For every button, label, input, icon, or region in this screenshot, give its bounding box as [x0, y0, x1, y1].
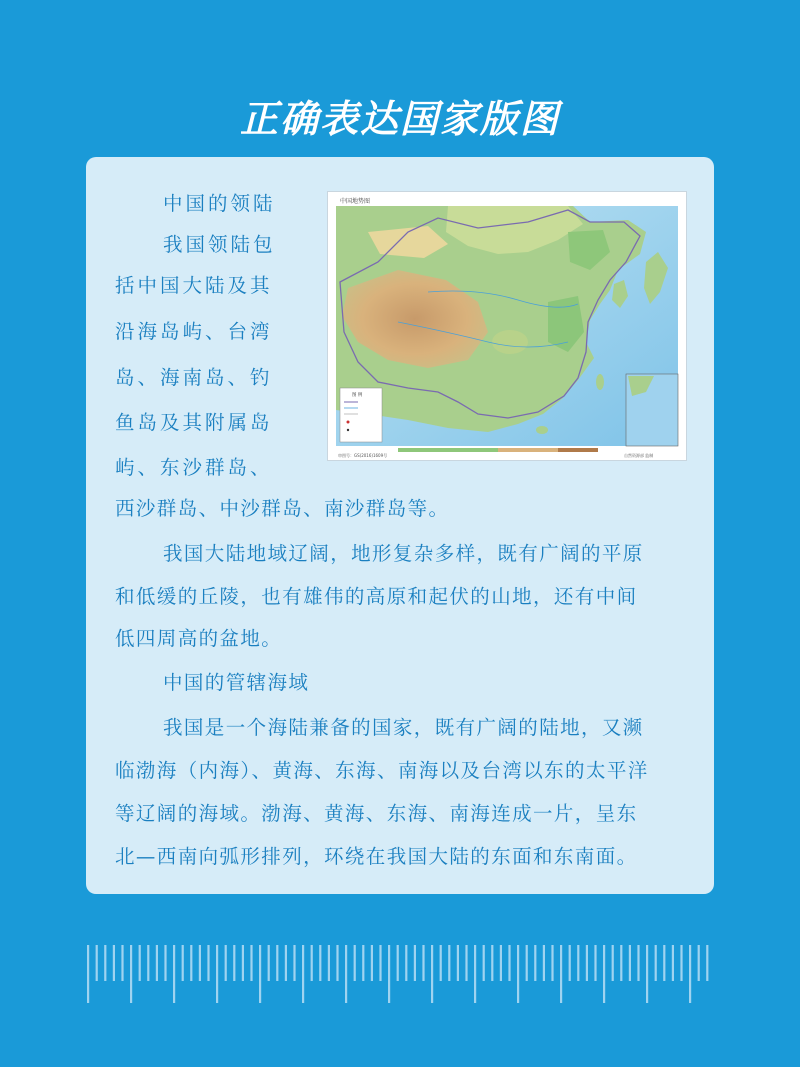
ruler-tick [207, 945, 209, 981]
ruler-tick [465, 945, 467, 981]
ruler-tick [242, 945, 244, 981]
ruler-tick [603, 945, 605, 1003]
ruler-tick [121, 945, 123, 981]
paragraph-line: 我国大陆地域辽阔，地形复杂多样，既有广阔的平原 [163, 542, 644, 565]
map-title: 中国地势图 [340, 198, 371, 205]
paragraph-line: 和低缓的丘陵，也有雄伟的高原和起伏的山地，还有中间 [115, 585, 638, 608]
ruler-tick [431, 945, 433, 1003]
paragraph-line: 括中国大陆及其 [115, 274, 273, 297]
ruler-tick [448, 945, 450, 981]
ruler-tick [612, 945, 614, 981]
ruler-tick [156, 945, 158, 981]
ruler-tick [311, 945, 313, 981]
ruler-tick [96, 945, 98, 981]
china-topographic-map [327, 191, 687, 461]
ruler-tick [259, 945, 261, 1003]
ruler-decoration [87, 945, 715, 1003]
ruler-tick [328, 945, 330, 981]
ruler-tick [87, 945, 89, 1003]
ruler-tick [689, 945, 691, 1003]
paragraph-line: 等辽阔的海域。渤海、黄海、东海、南海连成一片，呈东 [115, 802, 638, 825]
ruler-tick [672, 945, 674, 981]
ruler-tick [569, 945, 571, 981]
ruler-tick [706, 945, 708, 981]
ruler-tick [164, 945, 166, 981]
ruler-tick [319, 945, 321, 981]
ruler-tick [182, 945, 184, 981]
ruler-tick [345, 945, 347, 1003]
ruler-tick [680, 945, 682, 981]
paragraph-line: 临渤海（内海）、黄海、东海、南海以及台湾以东的太平洋 [115, 759, 649, 782]
ruler-tick [388, 945, 390, 1003]
ruler-tick [663, 945, 665, 981]
ruler-tick [139, 945, 141, 981]
ruler-tick [397, 945, 399, 981]
ruler-tick [113, 945, 115, 981]
paragraph-line: 低四周高的盆地。 [115, 627, 283, 650]
ruler-tick [543, 945, 545, 981]
ruler-tick [655, 945, 657, 981]
ruler-tick [302, 945, 304, 1003]
paragraph-line: 北—西南向弧形排列，环绕在我国大陆的东面和东南面。 [115, 845, 638, 868]
ruler-tick [199, 945, 201, 981]
ruler-tick [483, 945, 485, 981]
ruler-tick [268, 945, 270, 981]
map-approval-number: 审图号：GS(2016)1609号 [338, 453, 388, 458]
ruler-tick [474, 945, 476, 1003]
ruler-tick [637, 945, 639, 981]
ruler-tick [285, 945, 287, 981]
ruler-tick [698, 945, 700, 981]
ruler-tick [440, 945, 442, 981]
ruler-tick [216, 945, 218, 1003]
page-title: 正确表达国家版图 [239, 97, 560, 141]
ruler-tick [190, 945, 192, 981]
ruler-tick [130, 945, 132, 1003]
ruler-tick [147, 945, 149, 981]
ruler-tick [620, 945, 622, 981]
map-publisher: 自然资源部 监制 [624, 453, 654, 458]
ruler-tick [379, 945, 381, 981]
map-legend-title: 图 例 [352, 393, 363, 398]
ruler-tick [293, 945, 295, 981]
ruler-tick [457, 945, 459, 981]
ruler-tick [104, 945, 106, 981]
paragraph-line: 屿、东沙群岛、 [115, 456, 273, 479]
ruler-tick [371, 945, 373, 981]
ruler-tick [534, 945, 536, 981]
paragraph-line: 我国领陆包 [163, 233, 276, 256]
ruler-tick [508, 945, 510, 981]
ruler-tick [405, 945, 407, 981]
section-heading-land: 中国的领陆 [163, 192, 276, 215]
paragraph-line: 西沙群岛、中沙群岛、南沙群岛等。 [115, 497, 450, 520]
ruler-tick [551, 945, 553, 981]
paragraph-line: 岛、海南岛、钓 [115, 366, 273, 389]
paragraph-line: 沿海岛屿、台湾 [115, 320, 273, 343]
ruler-tick [233, 945, 235, 981]
ruler-tick [560, 945, 562, 1003]
ruler-tick [594, 945, 596, 981]
ruler-tick [517, 945, 519, 1003]
ruler-tick [422, 945, 424, 981]
paragraph-line: 鱼岛及其附属岛 [115, 411, 273, 434]
ruler-tick [586, 945, 588, 981]
ruler-tick [500, 945, 502, 981]
paragraph-line: 我国是一个海陆兼备的国家，既有广阔的陆地，又濒 [163, 716, 644, 739]
ruler-tick [354, 945, 356, 981]
ruler-tick [526, 945, 528, 981]
ruler-tick [629, 945, 631, 981]
ruler-tick [646, 945, 648, 1003]
ruler-tick [336, 945, 338, 981]
ruler-tick [173, 945, 175, 1003]
ruler-tick [225, 945, 227, 981]
ruler-tick [250, 945, 252, 981]
ruler-tick [276, 945, 278, 981]
ruler-tick [577, 945, 579, 981]
ruler-tick [414, 945, 416, 981]
ruler-tick [362, 945, 364, 981]
section-heading-sea: 中国的管辖海域 [163, 671, 310, 694]
ruler-tick [491, 945, 493, 981]
